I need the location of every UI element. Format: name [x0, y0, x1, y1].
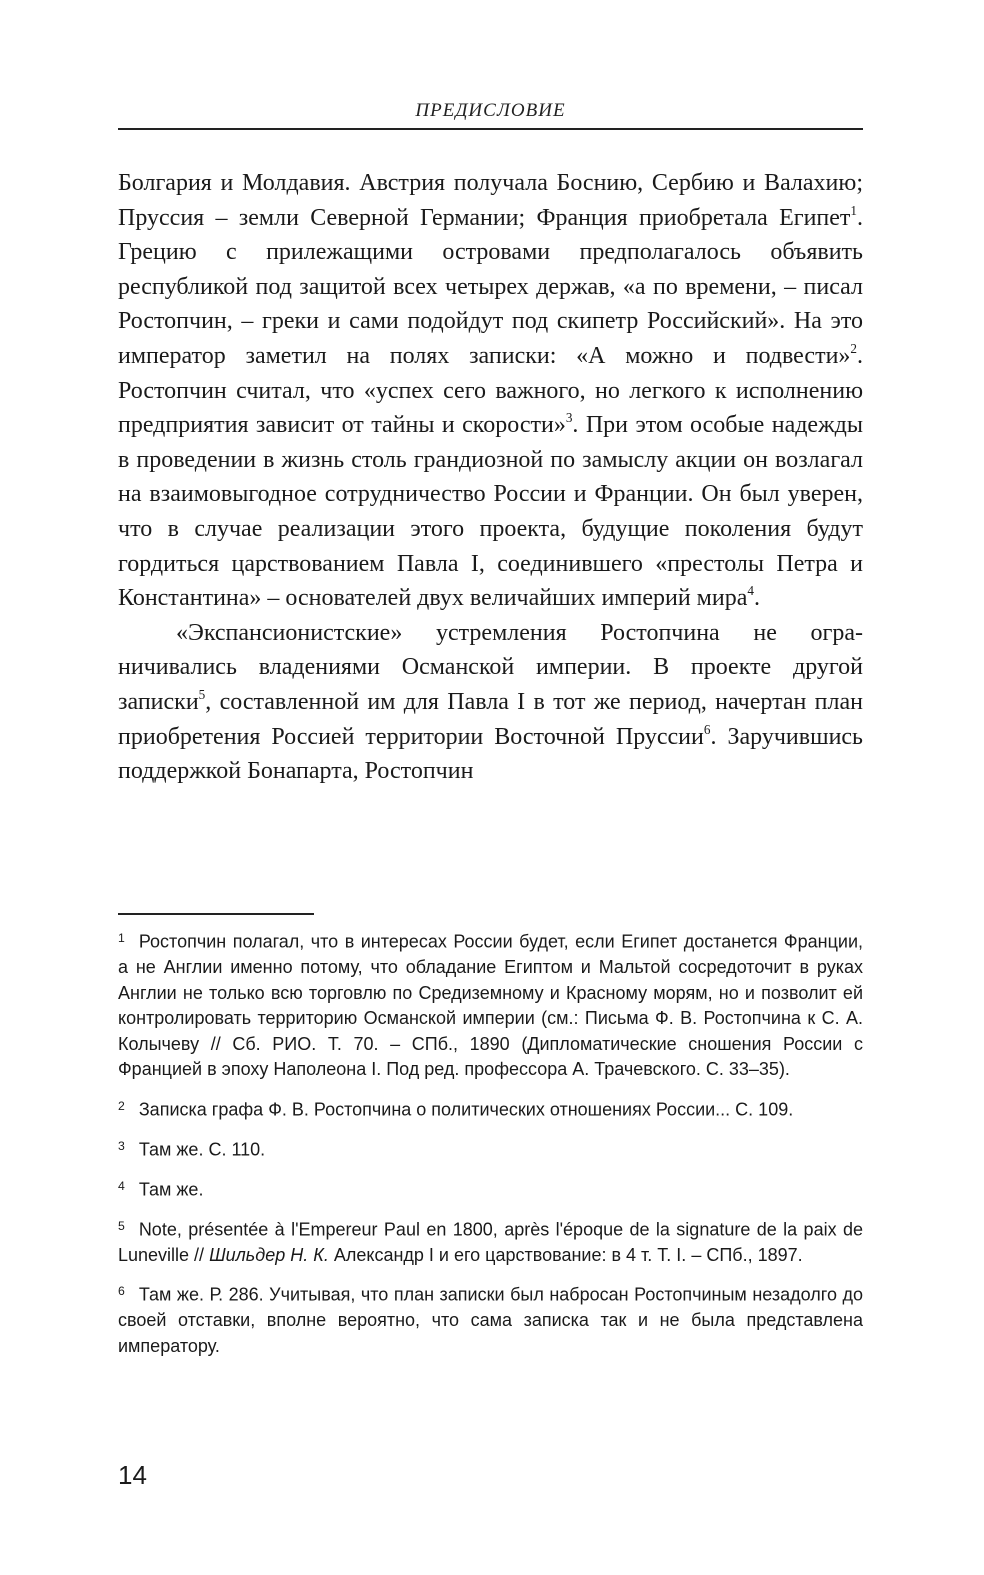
footnote-text: Ростопчин полагал, что в интересах России будет, если Египет достанется Франции, а не Англии именно потому, что обладание Египтом и Мальтой сосредоточит в руках Англии не только всю торговлю по Средиземному и Красному морям, но и позволит ей контролировать территорию Османской империи (см.: Письма Ф. В. Ростопчина к С. А. Колычеву // Сб. РИО. Т. 70. – СПб., 1890 (Дипломатические сношения России с Францией в эпоху Наполеона I. Под ред. профессора А. Трачевского. С. 33–35).	[118, 931, 863, 1079]
footnote-3	[118, 1134, 863, 1163]
footnote-ref: 3	[565, 410, 573, 426]
text-run: . При этом особые надежды в проведении в жизнь столь грандиозной по замыслу акции он возлагал на взаимовыгодное сотрудничество России и Франции. Он был уверен, что в случае реализации этого проекта, будущие поколения будут гордиться царствованием Павла I, соединившего «престолы Петра и Константина» – основателей двух величайших империй мира	[118, 412, 863, 612]
footnote-text: Там же.	[138, 1179, 204, 1199]
footnote-ref: 4	[747, 583, 754, 599]
main-text	[118, 166, 863, 789]
header-rule	[118, 128, 863, 130]
footnote-number: 6	[118, 1284, 125, 1298]
footnote-5	[118, 1214, 863, 1269]
footnote-ref: 2	[850, 341, 857, 357]
footnote-ref: 5	[198, 687, 206, 703]
text-run: . Ростопчин считал, что «успех сего важного, но легкого к исполнению предприятия зависит от тайны и скорости»	[118, 342, 863, 439]
footnote-number: 5	[118, 1218, 125, 1233]
footnote-number: 4	[118, 1178, 125, 1193]
text-run: , составленной им для Павла I в тот же период, начертан план приобретения Россией территории Восточной Пруссии	[118, 688, 863, 750]
text-run: .	[753, 585, 760, 612]
footnotes	[118, 926, 863, 1370]
footnote-text: Там же. С. 110.	[138, 1139, 266, 1159]
text-run: . Заручившись поддержкой Бонапарта, Ростопчин	[118, 723, 864, 785]
paragraph-1	[118, 166, 863, 616]
footnote-text: Александр I и его царствование: в 4 т. Т. I. – СПб., 1897.	[328, 1244, 803, 1265]
running-header: ПРЕДИСЛОВИЕ	[415, 100, 566, 121]
footnote-2	[118, 1094, 863, 1123]
footnote-text: Note, présentée à l'Empereur Paul en 1800, après l'époque de la signature de la paix de Luneville //	[118, 1219, 863, 1265]
footnote-4	[118, 1174, 863, 1203]
footnote-number: 3	[118, 1138, 125, 1153]
footnote-1	[118, 926, 863, 1083]
text-run: «Экспансионистские» устремления Ростопчина не ограничивались владениями Османской империи. В проекте другой записки	[118, 619, 863, 715]
footnote-text: Записка графа Ф. В. Ростопчина о политических отношениях России... С. 109.	[138, 1099, 794, 1119]
footnote-rule	[118, 913, 314, 915]
footnote-6	[118, 1279, 863, 1359]
text-run: Болгария и Молдавия. Австрия получала Боснию, Сербию и Валахию; Пруссия – земли Северной Германии; Франция приобретала Египет	[118, 170, 863, 231]
footnote-author: Шильдер Н. К.	[209, 1244, 329, 1265]
text-run: . Грецию с прилежащими островами предполагалось объявить республикой под защитой всех четырех держав, «а по времени, – писал Ростопчин, – греки и сами подойдут под скипетр Российский». На это император заметил на полях записки: «А можно и подвести»	[118, 204, 863, 369]
footnote-text: Там же. Р. 286. Учитывая, что план записки был набросан Ростопчиным незадолго до своей отставки, вполне вероятно, что сама записка так и не была представлена императору.	[118, 1284, 863, 1356]
page-number: 14	[118, 1460, 147, 1490]
footnote-ref: 6	[703, 721, 711, 737]
footnote-number: 2	[118, 1098, 125, 1113]
footnote-ref: 1	[850, 202, 857, 218]
footnote-number: 1	[118, 931, 125, 945]
paragraph-2	[118, 616, 863, 789]
